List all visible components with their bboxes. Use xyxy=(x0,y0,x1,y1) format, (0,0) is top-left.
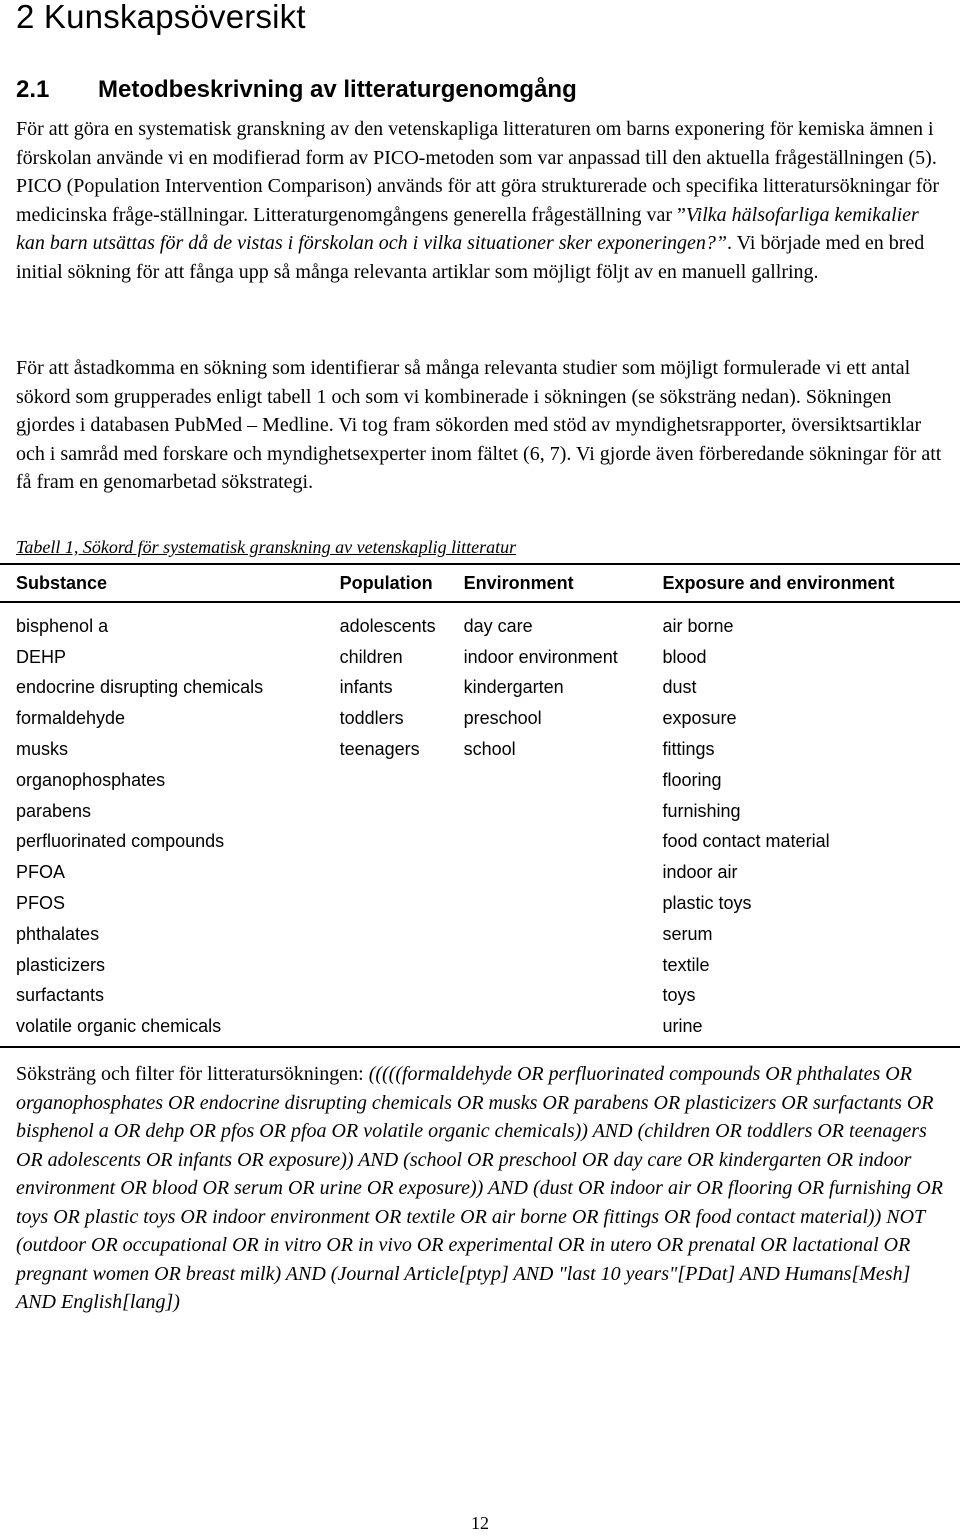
cell-population xyxy=(340,857,464,888)
section-heading xyxy=(16,76,577,104)
table-row xyxy=(0,734,960,765)
cell-substance: bisphenol a xyxy=(16,615,109,636)
search-string-label: Söksträng och filter för litteratursökningen: xyxy=(16,1063,369,1085)
method-paragraph-end: . Vi började med en bred initial sökning för att fånga upp så många relevanta artiklar som möjligt följt av en manuell gallring. xyxy=(16,232,925,283)
cell-substance: PFOA xyxy=(16,862,66,883)
cell-environment xyxy=(464,888,663,919)
table-row xyxy=(0,796,960,827)
page-number: 12 xyxy=(471,1513,489,1533)
cell-environment: indoor environment xyxy=(463,646,618,667)
table-caption: Tabell 1, Sökord för systematisk granskning av vetenskaplig litteratur xyxy=(16,537,517,557)
cell-environment xyxy=(464,919,663,950)
table-row xyxy=(0,673,960,704)
method-paragraph-text: För att göra en systematisk granskning av den vetenskapliga litteraturen om barns exponering för kemiska ämnen i förskolan använde vi en modifierad form av PICO-metoden som var anpassad till den aktuella frågeställningen (5). PICO (Population Intervention Comparison) används för att göra strukturerade och specifika litteratursökningar för medicinska fråge-ställningar. Litteraturgenomgångens generella frågeställning var ” xyxy=(16,118,940,226)
cell-population xyxy=(340,796,464,827)
table-row xyxy=(0,827,960,858)
table-body xyxy=(0,602,960,1047)
cell-environment xyxy=(464,1011,663,1047)
cell-substance: DEHP xyxy=(16,646,67,667)
table-row xyxy=(0,857,960,888)
cell-exposure: urine xyxy=(662,1011,960,1047)
cell-substance: endocrine disrupting chemicals xyxy=(16,677,264,698)
cell-substance: phthalates xyxy=(16,923,100,944)
cell-exposure: exposure xyxy=(662,708,737,729)
cell-substance: parabens xyxy=(16,800,92,821)
table-row xyxy=(0,765,960,796)
cell-exposure: plastic toys xyxy=(662,893,752,914)
cell-population xyxy=(340,888,464,919)
table-header-row xyxy=(0,564,960,602)
table-row xyxy=(0,703,960,734)
cell-exposure: fittings xyxy=(662,739,715,760)
cell-substance: surfactants xyxy=(16,985,105,1006)
search-paragraph: För att åstadkomma en sökning som identifierar så många relevanta studier som möjligt formulerade vi ett antal sökord som grupperades enligt tabell 1 och som vi kombinerade i sökningen (se söksträng nedan). Sökningen gjordes i databasen PubMed – Medline. Vi tog fram sökorden med stöd av myndighetsrapporter, översiktsartiklar och i samråd med forskare och myndighetsexperter inom fältet (6, 7). Vi gjorde även förberedande sökningar för att få fram en genomarbetad sökstrategi. xyxy=(16,357,942,493)
cell-exposure: food contact material xyxy=(662,831,830,852)
cell-substance: PFOS xyxy=(16,893,66,914)
cell-exposure: dust xyxy=(662,677,697,698)
cell-exposure: textile xyxy=(662,954,710,975)
cell-population: adolescents xyxy=(339,615,436,636)
cell-exposure: serum xyxy=(662,923,713,944)
column-header-population: Population xyxy=(340,564,464,602)
cell-substance: plasticizers xyxy=(16,954,106,975)
column-header-substance: Substance xyxy=(0,564,340,602)
table-row xyxy=(0,888,960,919)
cell-exposure: air borne xyxy=(662,615,734,636)
cell-exposure: indoor air xyxy=(662,862,738,883)
table-row xyxy=(0,950,960,981)
cell-environment xyxy=(464,765,663,796)
cell-population: teenagers xyxy=(339,739,420,760)
cell-substance: organophosphates xyxy=(16,769,166,790)
table-row xyxy=(0,981,960,1012)
cell-environment xyxy=(464,827,663,858)
table-row xyxy=(0,1011,960,1047)
table-row xyxy=(0,919,960,950)
cell-exposure: furnishing xyxy=(662,800,741,821)
cell-environment xyxy=(464,981,663,1012)
cell-exposure: toys xyxy=(662,985,696,1006)
cell-environment: school xyxy=(463,739,516,760)
cell-population xyxy=(340,950,464,981)
table-row xyxy=(0,642,960,673)
method-paragraph xyxy=(16,115,944,286)
section-title: Metodbeskrivning av litteraturgenomgång xyxy=(98,76,577,103)
chapter-title: 2 Kunskapsöversikt xyxy=(16,0,306,35)
cell-environment: kindergarten xyxy=(463,677,564,698)
cell-population: infants xyxy=(339,677,393,698)
cell-exposure: flooring xyxy=(662,769,722,790)
cell-population xyxy=(340,1011,464,1047)
cell-substance: perfluorinated compounds xyxy=(16,831,225,852)
cell-population xyxy=(340,827,464,858)
cell-environment: day care xyxy=(463,615,533,636)
search-terms-table xyxy=(0,563,960,1048)
cell-population: toddlers xyxy=(339,708,404,729)
cell-environment xyxy=(464,796,663,827)
cell-environment xyxy=(464,950,663,981)
cell-substance: musks xyxy=(16,739,69,760)
cell-population: children xyxy=(339,646,403,667)
search-string-query: (((((formaldehyde OR perfluorinated compounds OR phthalates OR organophosphates OR endocrine disrupting chemicals OR musks OR parabens OR plasticizers OR surfactants OR bisphenol a OR dehp OR pfos OR pfoa OR volatile organic chemicals)) AND (children OR toddlers OR teenagers OR adolescents OR infants OR exposure)) AND (school OR preschool OR day care OR kindergarten OR indoor environment OR blood OR serum OR urine OR exposure)) AND (dust OR indoor air OR flooring OR furnishing OR toys OR plastic toys OR indoor environment OR textile OR air borne OR fittings OR food contact material)) NOT (outdoor OR occupational OR in vitro OR in vivo OR experimental OR in utero OR prenatal OR lactational OR pregnant women OR breast milk) AND (Journal Article[ptyp] AND "last 10 years"[PDat] AND Humans[Mesh] AND English[lang]) xyxy=(16,1063,943,1313)
research-question: Vilka hälsofarliga kemikalier kan barn utsättas för då de vistas i förskolan och i vilka situationer sker exponeringen?” xyxy=(16,203,919,254)
cell-environment xyxy=(464,857,663,888)
section-number: 2.1 xyxy=(16,76,50,103)
cell-population xyxy=(340,981,464,1012)
cell-environment: preschool xyxy=(463,708,542,729)
column-header-exposure: Exposure and environment xyxy=(662,564,960,602)
cell-substance: volatile organic chemicals xyxy=(0,1011,340,1047)
cell-population xyxy=(340,919,464,950)
cell-exposure: blood xyxy=(662,646,707,667)
cell-substance: formaldehyde xyxy=(16,708,126,729)
search-string-paragraph xyxy=(16,1060,944,1317)
column-header-environment: Environment xyxy=(464,564,663,602)
table-row xyxy=(0,602,960,642)
cell-population xyxy=(340,765,464,796)
